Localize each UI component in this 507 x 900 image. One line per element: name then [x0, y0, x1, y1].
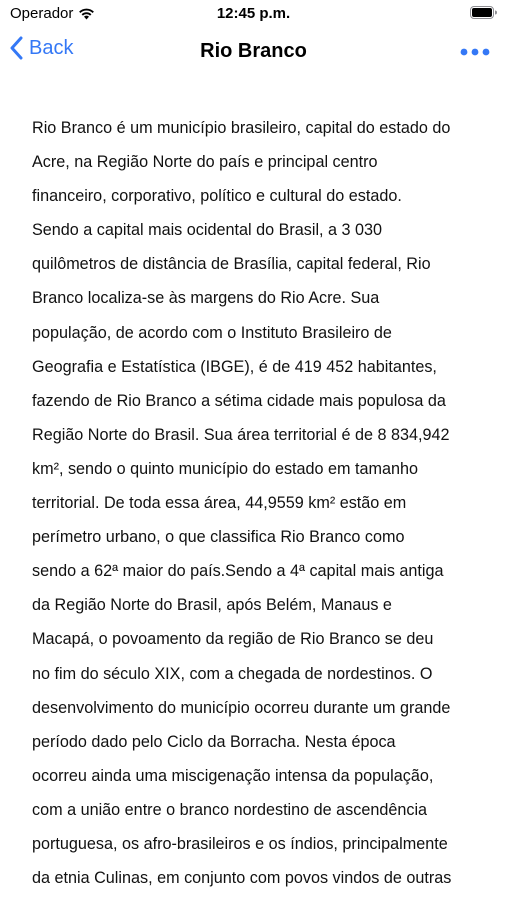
article-text-line: população, de acordo com o Instituto Brasileiro de	[32, 323, 392, 342]
article-text-line: da Região Norte do Brasil, após Belém, Manaus e	[32, 596, 392, 615]
article-text-line: no fim do século XIX, com a chegada de nordestinos. O	[32, 664, 433, 683]
article-text-line: Rio Branco é um município brasileiro, capital do estado do	[32, 119, 451, 137]
carrier-label: Operador	[10, 5, 74, 22]
battery-icon	[470, 6, 497, 19]
article-text-line: territorial. De toda essa área, 44,9559 km² estão em	[32, 494, 407, 513]
article-text-line: período dado pelo Ciclo da Borracha. Nesta época	[32, 732, 396, 751]
article-text-line: ocorreu ainda uma miscigenação intensa da população,	[32, 766, 434, 785]
article-text-line: Acre, na Região Norte do país e principal centro	[32, 153, 378, 172]
article-text-line: desenvolvimento do município ocorreu durante um grande	[32, 698, 451, 717]
status-bar	[0, 0, 507, 28]
article-text-line: Região Norte do Brasil. Sua área territorial é de 8 834,942	[32, 425, 450, 444]
article-text-line: Sendo a capital mais ocidental do Brasil, a 3 030	[32, 221, 383, 240]
article-body	[32, 111, 482, 895]
article-text-line: com a união entre o branco nordestino de ascendência	[32, 800, 428, 819]
article-text-line: Macapá, o povoamento da região de Rio Branco se deu	[32, 630, 434, 649]
article-text-line: financeiro, corporativo, político e cultural do estado.	[32, 187, 402, 206]
article-text-line: fazendo de Rio Branco a sétima cidade mais populosa da	[32, 391, 446, 410]
back-label: Back	[29, 36, 74, 59]
page-title: Rio Branco	[200, 40, 307, 62]
article-text-line: da etnia Culinas, em conjunto com povos vindos de outras	[32, 869, 452, 888]
article-text-line: perímetro urbano, o que classifica Rio Branco como	[32, 528, 405, 547]
article-text-line: km², sendo o quinto município do estado em tamanho	[32, 459, 419, 478]
article-text-line: Branco localiza-se às margens do Rio Acre. Sua	[32, 289, 380, 308]
status-time: 12:45 p.m.	[216, 5, 291, 22]
article-text-line: portuguesa, os afro-brasileiros e os índios, principalmente	[32, 834, 448, 853]
article-text-line: Geografia e Estatística (IBGE), é de 419 452 habitantes,	[32, 357, 437, 376]
navigation-bar	[0, 28, 507, 76]
article-text-line: quilômetros de distância de Brasília, capital federal, Rio	[32, 255, 431, 274]
article-text-line: sendo a 62ª maior do país.Sendo a 4ª capital mais antiga	[32, 562, 444, 581]
ellipsis-icon[interactable]	[459, 42, 491, 62]
